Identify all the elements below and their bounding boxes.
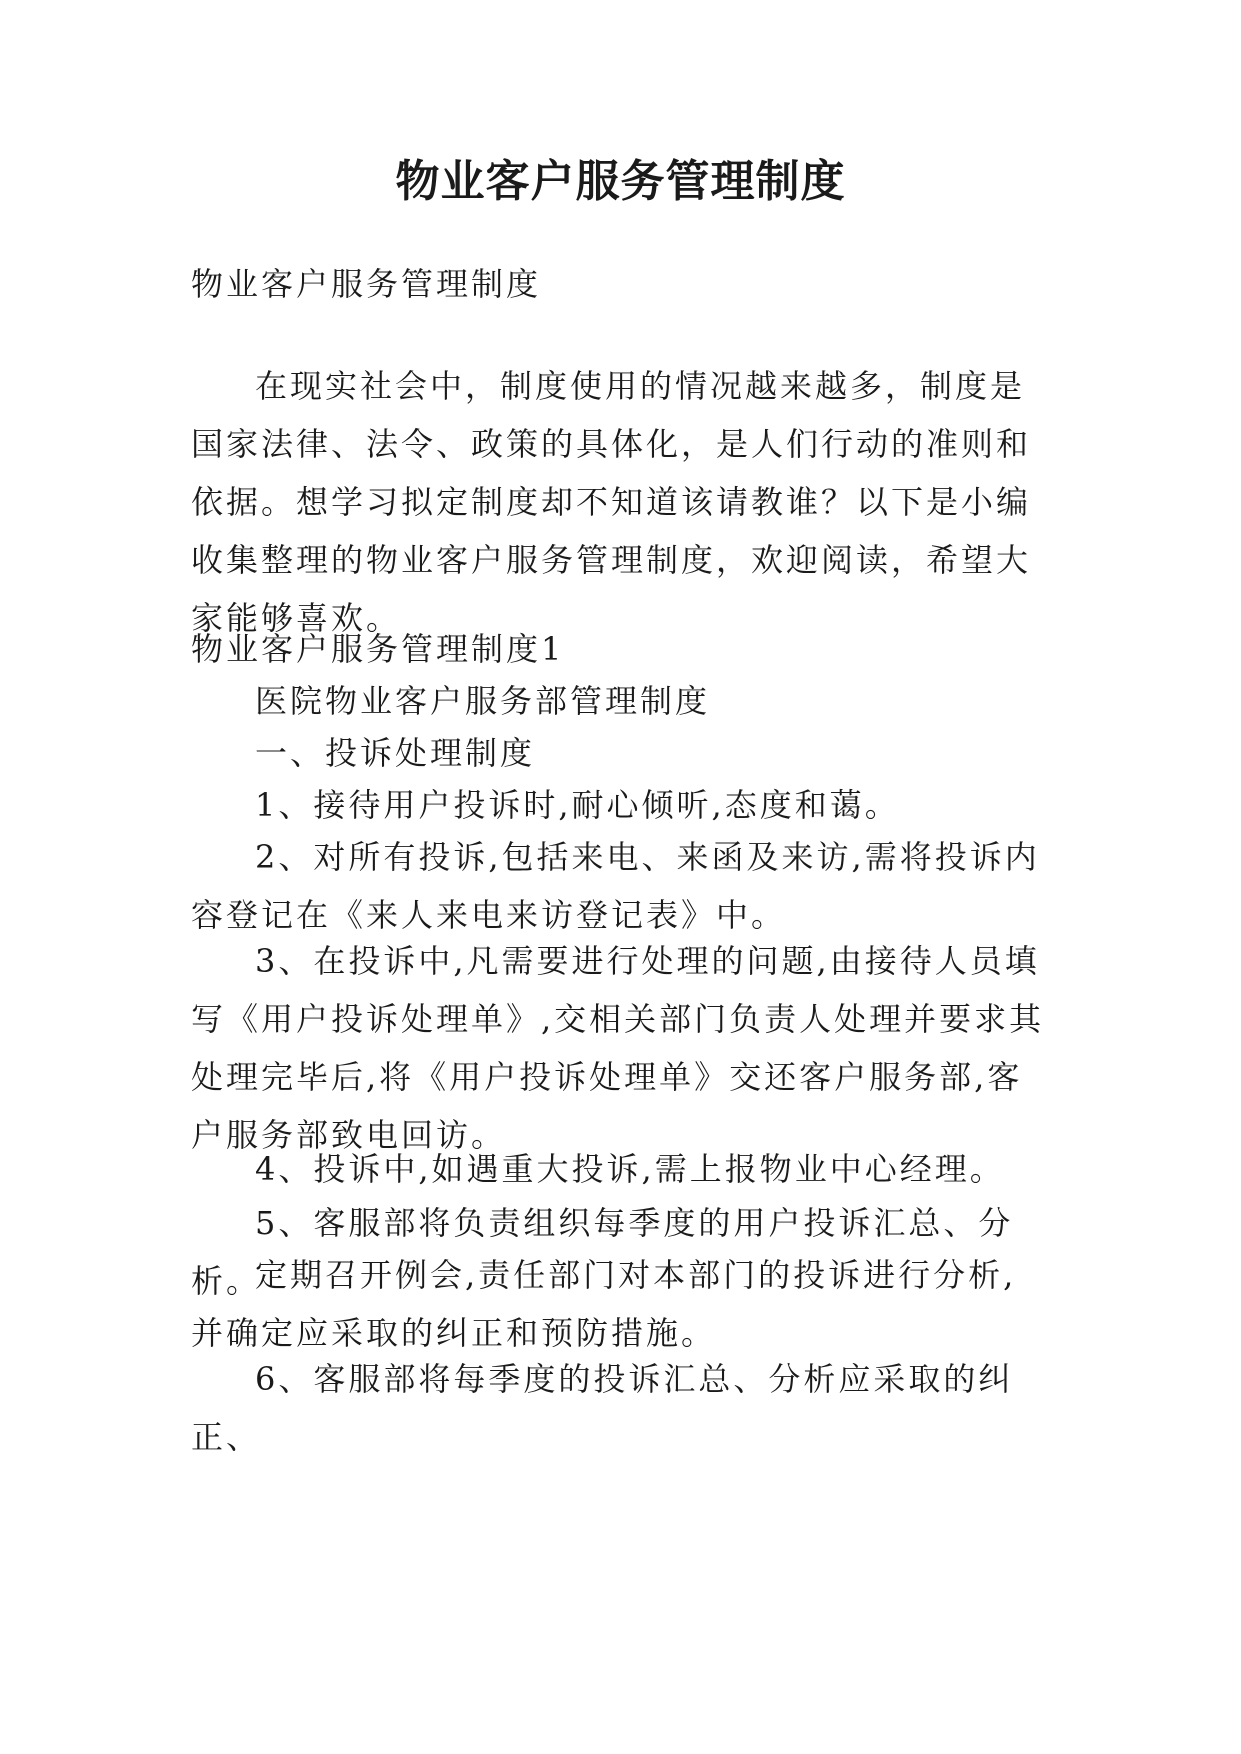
list-item: 3、在投诉中,凡需要进行处理的问题,由接待人员填写《用户投诉处理单》,交相关部门负责人处理并要求其处理完毕后,将《用户投诉处理单》交还客户服务部,客户服务部致电回访。 [191, 942, 1045, 1154]
list-item: 4、投诉中,如遇重大投诉,需上报物业中心经理。 [255, 1150, 1005, 1188]
list-item: 6、客服部将每季度的投诉汇总、分析应采取的纠正、 [191, 1360, 1014, 1456]
list-item: 5、客服部将负责组织每季度的用户投诉汇总、分析。 [191, 1204, 1014, 1300]
section-heading: 物业客户服务管理制度1 [191, 630, 565, 668]
department-title: 医院物业客户服务部管理制度 [255, 682, 711, 720]
chapter-heading: 一、投诉处理制度 [255, 734, 536, 772]
document-title: 物业客户服务管理制度 [395, 156, 846, 207]
intro-paragraph: 在现实社会中，制度使用的情况越来越多，制度是国家法律、法令、政策的具体化，是人们行动的准则和依据。想学习拟定制度却不知道该请教谁？以下是小编收集整理的物业客户服务管理制度，欢迎阅读，希望大家能够喜欢。 [191, 367, 1032, 637]
list-item: 定期召开例会,责任部门对本部门的投诉进行分析,并确定应采取的纠正和预防措施。 [191, 1256, 1017, 1352]
document-subtitle: 物业客户服务管理制度 [191, 265, 542, 303]
list-item: 1、接待用户投诉时,耐心倾听,态度和蔼。 [255, 786, 900, 824]
list-item: 2、对所有投诉,包括来电、来函及来访,需将投诉内容登记在《来人来电来访登记表》中。 [191, 838, 1040, 934]
